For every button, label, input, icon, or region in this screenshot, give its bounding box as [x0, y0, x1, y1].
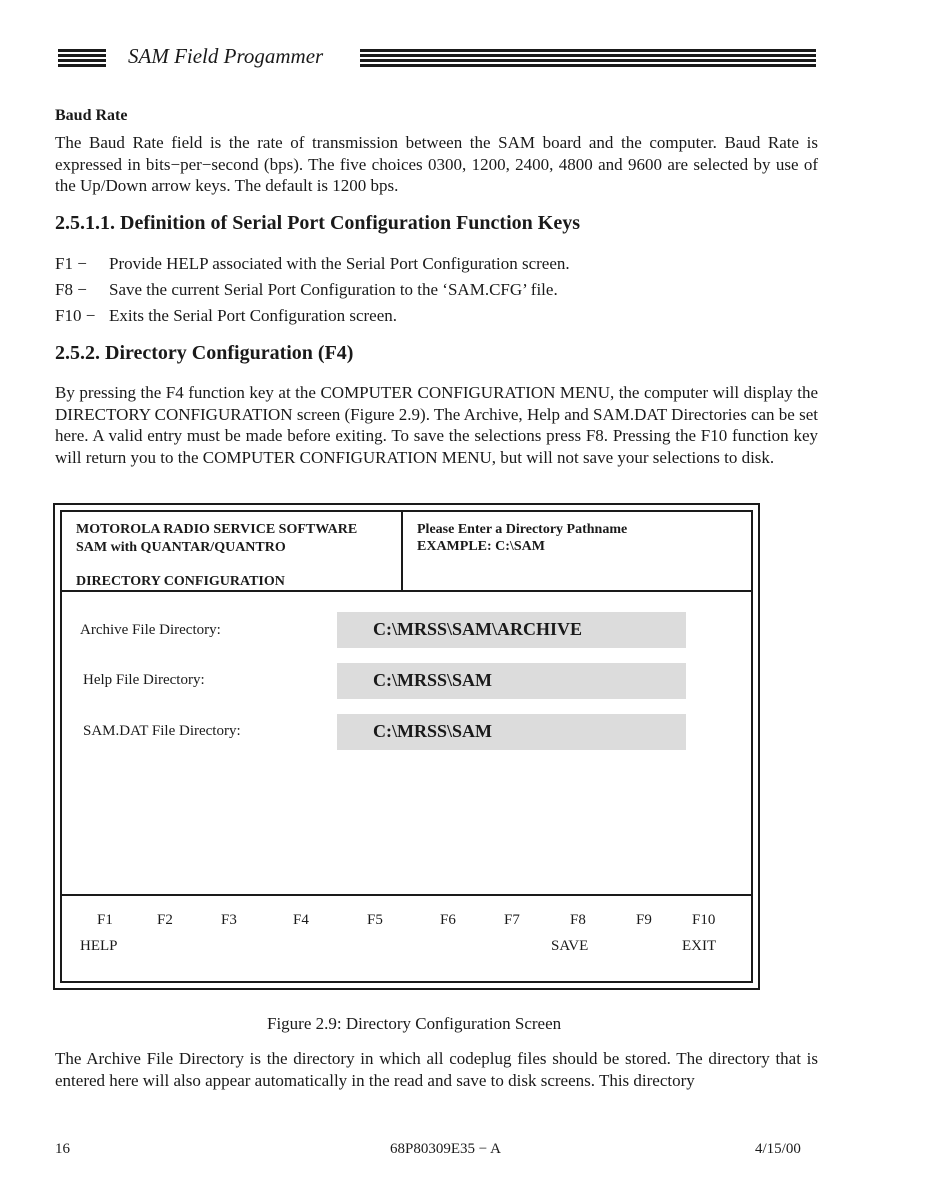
f10-exit-label: EXIT	[682, 938, 717, 954]
f8-key[interactable]: F8	[570, 912, 586, 928]
header-rule-left	[58, 49, 106, 67]
baud-rate-paragraph: The Baud Rate field is the rate of transmission between the SAM board and the computer. Baud Rate is expressed in bits−per−second (bps). The five choices 0300, 1200, 2400, 4800 and 9600 are selected by use of the Up/Down arrow keys. The default is 1200 bps.	[55, 133, 818, 195]
help-directory-field[interactable]: C:\MRSS\SAM	[337, 663, 686, 699]
f9-key[interactable]: F9	[636, 912, 652, 928]
archive-directory-label: Archive File Directory:	[80, 622, 221, 638]
function-key-item	[55, 306, 397, 326]
f3-key[interactable]: F3	[221, 912, 237, 928]
f6-key[interactable]: F6	[440, 912, 456, 928]
running-header-title: SAM Field Progammer	[128, 44, 324, 68]
figure-caption: Figure 2.9: Directory Configuration Screen	[267, 1014, 562, 1033]
f1-help-label: HELP	[80, 938, 118, 954]
archive-directory-paragraph: The Archive File Directory is the directory in which all codeplug files should be stored. The directory that is entered here will also appear automatically in the read and save to disk screens. This directory	[55, 1049, 818, 1090]
section-heading-directory-configuration: 2.5.2. Directory Configuration (F4)	[55, 342, 354, 364]
f10-key[interactable]: F10	[692, 912, 716, 928]
function-key-name: F1 −	[55, 254, 87, 273]
page-number: 16	[55, 1141, 70, 1157]
screen-frame	[60, 510, 753, 983]
samdat-directory-field[interactable]: C:\MRSS\SAM	[337, 714, 686, 750]
section-heading-function-keys: 2.5.1.1. Definition of Serial Port Configuration Function Keys	[55, 212, 580, 234]
archive-directory-field[interactable]: C:\MRSS\SAM\ARCHIVE	[337, 612, 686, 648]
directory-configuration-screen	[53, 503, 760, 990]
prompt-example: EXAMPLE: C:\SAM	[417, 539, 545, 554]
function-key-item	[55, 280, 558, 300]
app-subtitle: SAM with QUANTAR/QUANTRO	[76, 540, 286, 555]
publication-date: 4/15/00	[755, 1141, 801, 1157]
directory-configuration-paragraph: By pressing the F4 function key at the COMPUTER CONFIGURATION MENU, the computer will display the DIRECTORY CONFIGURATION screen (Figure 2.9). The Archive, Help and SAM.DAT Directories can be set here. A valid entry must be made before exiting. To save the selections press F8. Pressing the F10 function key will return you to the COMPUTER CONFIGURATION MENU, but will not save your selections to disk.	[55, 383, 818, 467]
function-key-description: Exits the Serial Port Configuration screen.	[109, 306, 397, 325]
screen-title: DIRECTORY CONFIGURATION	[76, 574, 285, 589]
function-key-description: Save the current Serial Port Configuration to the ‘SAM.CFG’ file.	[109, 280, 558, 299]
function-key-description: Provide HELP associated with the Serial Port Configuration screen.	[109, 254, 570, 273]
baud-rate-heading: Baud Rate	[55, 107, 128, 124]
help-directory-label: Help File Directory:	[83, 672, 205, 688]
document-number: 68P80309E35 − A	[390, 1141, 501, 1157]
screen-divider	[401, 512, 403, 590]
f8-save-label: SAVE	[551, 938, 589, 954]
header-rule-right	[360, 49, 816, 67]
f4-key[interactable]: F4	[293, 912, 309, 928]
screen-divider	[62, 894, 751, 896]
samdat-directory-label: SAM.DAT File Directory:	[83, 723, 241, 739]
f1-key[interactable]: F1	[97, 912, 113, 928]
function-key-name: F8 −	[55, 280, 87, 299]
function-key-name: F10 −	[55, 306, 96, 325]
f7-key[interactable]: F7	[504, 912, 520, 928]
app-title: MOTOROLA RADIO SERVICE SOFTWARE	[76, 522, 358, 537]
screen-divider	[62, 590, 751, 592]
f5-key[interactable]: F5	[367, 912, 383, 928]
function-key-item	[55, 254, 570, 274]
f2-key[interactable]: F2	[157, 912, 173, 928]
prompt-text: Please Enter a Directory Pathname	[417, 522, 628, 537]
